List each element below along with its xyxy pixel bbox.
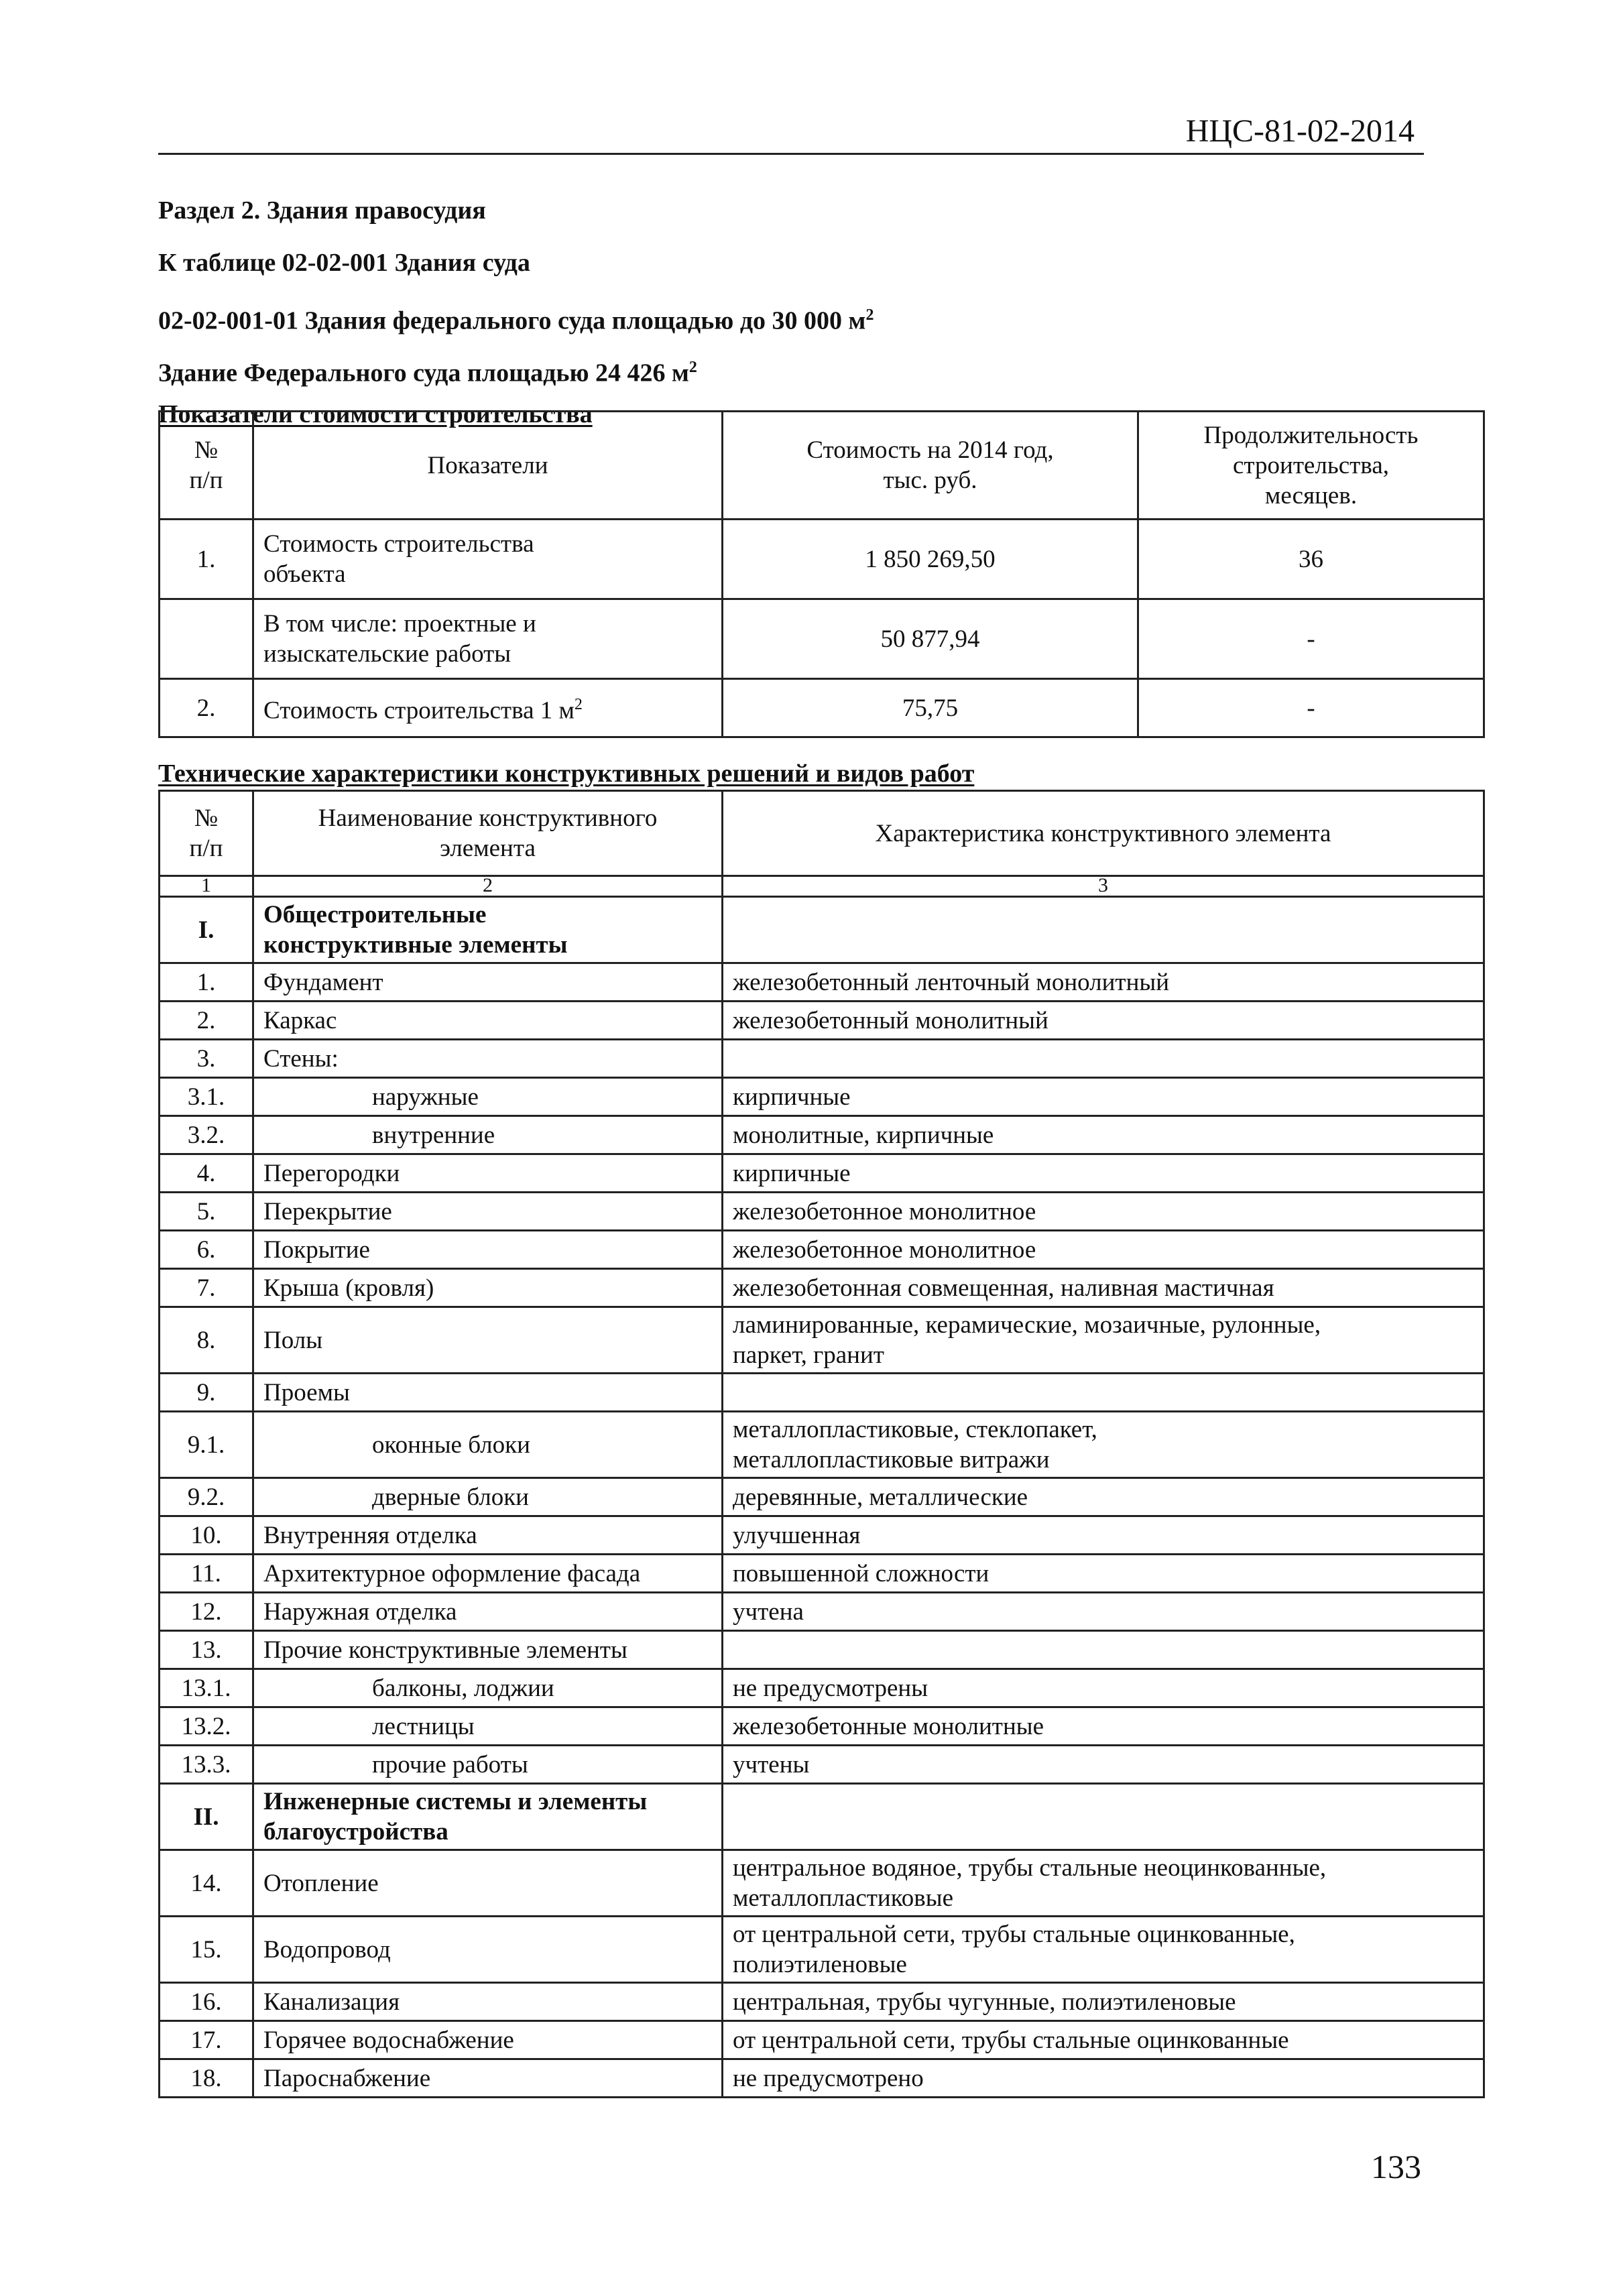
tech-header-row [160,791,1484,876]
item-title-heading [158,299,874,333]
building-text: Здание Федерального суда площадью 24 426 м [158,359,689,387]
row-characteristic: железобетонное монолитное [723,1193,1484,1231]
row-duration: 36 [1138,520,1484,599]
table-row [160,1374,1484,1412]
row-characteristic [723,1040,1484,1078]
row-element-name: Отопление [253,1850,723,1917]
row-element-name: Полы [253,1307,723,1374]
row-num: 13.3. [160,1746,253,1784]
row-num: 1. [160,963,253,1002]
header-rule [158,153,1424,155]
row-characteristic [723,1631,1484,1669]
row-num: 3.2. [160,1116,253,1154]
row-element-name: Каркас [253,1002,723,1040]
row-element-name: внутренние [253,1116,723,1154]
tech-characteristics-title: Технические характеристики конструктивных решений и видов работ [158,760,975,788]
row-element-name: Инженерные системы и элементы благоустройства [253,1784,723,1850]
row-duration: - [1138,679,1484,737]
row-num: 9.1. [160,1412,253,1478]
row-element-name: Общестроительные конструктивные элементы [253,897,723,963]
row-characteristic: от центральной сети, трубы стальные оцинкованные, полиэтиленовые [723,1917,1484,1983]
row-element-name: Перегородки [253,1154,723,1193]
row-characteristic: железобетонные монолитные [723,1707,1484,1746]
header-element-name: Наименование конструктивного элемента [253,791,723,876]
row-num [160,599,253,679]
table-reference-heading: К таблице 02-02-001 Здания суда [158,249,530,277]
costs-header-row [160,412,1484,520]
row-num: 2. [160,679,253,737]
table-row [160,2059,1484,2098]
tech-characteristics-table [158,790,1485,2098]
table-row [160,1269,1484,1307]
column-number: 2 [253,876,723,897]
row-element-name: наружные [253,1078,723,1116]
table-row [160,1040,1484,1078]
table-row [160,1412,1484,1478]
column-numbers-row [160,876,1484,897]
row-characteristic: учтены [723,1746,1484,1784]
row-element-name: прочие работы [253,1746,723,1784]
row-num: 3.1. [160,1078,253,1116]
row-num: 13.1. [160,1669,253,1707]
row-characteristic: учтена [723,1593,1484,1631]
row-num: 13. [160,1631,253,1669]
table-row [160,2021,1484,2059]
item-title-text: 02-02-001-01 Здания федерального суда площадью до 30 000 м [158,306,866,335]
row-num: 9. [160,1374,253,1412]
row-characteristic: металлопластиковые, стеклопакет, металлопластиковые витражи [723,1412,1484,1478]
row-num: 10. [160,1516,253,1555]
table-row [160,1154,1484,1193]
row-cost: 50 877,94 [723,599,1138,679]
row-element-name: Водопровод [253,1917,723,1983]
row-num: 8. [160,1307,253,1374]
row-characteristic: железобетонная совмещенная, наливная мастичная [723,1269,1484,1307]
row-num: 2. [160,1002,253,1040]
costs-title: Показатели стоимости строительства [158,400,593,428]
row-element-name: Пароснабжение [253,2059,723,2098]
row-element-name: Горячее водоснабжение [253,2021,723,2059]
building-heading [158,351,874,385]
row-characteristic: деревянные, металлические [723,1478,1484,1516]
row-characteristic: от центральной сети, трубы стальные оцинкованные [723,2021,1484,2059]
document-code: НЦС-81-02-2014 [1185,113,1415,149]
row-element-name: Стены: [253,1040,723,1078]
row-characteristic: железобетонный монолитный [723,1002,1484,1040]
row-characteristic: центральное водяное, трубы стальные неоцинкованные, металлопластиковые [723,1850,1484,1917]
row-num: 9.2. [160,1478,253,1516]
row-num: 4. [160,1154,253,1193]
table-row [160,1078,1484,1116]
table-row [160,1669,1484,1707]
row-num: II. [160,1784,253,1850]
row-num: 14. [160,1850,253,1917]
header-duration: Продолжительность строительства, месяцев. [1138,412,1484,520]
row-element-name: Проемы [253,1374,723,1412]
table-row [160,1193,1484,1231]
row-num: 12. [160,1593,253,1631]
table-row [160,1002,1484,1040]
row-characteristic: не предусмотрено [723,2059,1484,2098]
cost-indicators-table [158,410,1485,738]
row-characteristic [723,1374,1484,1412]
header-num: № п/п [160,791,253,876]
row-element-name: Архитектурное оформление фасада [253,1555,723,1593]
row-characteristic [723,1784,1484,1850]
row-characteristic: железобетонное монолитное [723,1231,1484,1269]
table-row [160,1917,1484,1983]
row-cost: 75,75 [723,679,1138,737]
table-row [160,599,1484,679]
table-row [160,1516,1484,1555]
row-indicator [253,520,723,599]
row-element-name: дверные блоки [253,1478,723,1516]
row-element-name: Канализация [253,1983,723,2021]
row-num: 17. [160,2021,253,2059]
row-indicator [253,599,723,679]
row-element-name: Фундамент [253,963,723,1002]
table-row [160,1746,1484,1784]
row-num: 7. [160,1269,253,1307]
table-row [160,520,1484,599]
column-number: 1 [160,876,253,897]
table-row [160,679,1484,737]
row-num: 13.2. [160,1707,253,1746]
page-number: 133 [1371,2148,1421,2185]
section-row [160,897,1484,963]
table-row [160,1593,1484,1631]
row-characteristic: железобетонный ленточный монолитный [723,963,1484,1002]
row-cost: 1 850 269,50 [723,520,1138,599]
row-characteristic: центральная, трубы чугунные, полиэтиленовые [723,1983,1484,2021]
row-indicator-text: Стоимость строительства 1 м [263,697,575,725]
row-element-name: Наружная отделка [253,1593,723,1631]
table-row [160,1983,1484,2021]
row-characteristic: кирпичные [723,1154,1484,1193]
header-characteristic: Характеристика конструктивного элемента [723,791,1484,876]
section-heading: Раздел 2. Здания правосудия [158,196,486,225]
row-characteristic: повышенной сложности [723,1555,1484,1593]
row-element-name: Покрытие [253,1231,723,1269]
header-indicators: Показатели [253,412,723,520]
row-num: 11. [160,1555,253,1593]
table-row [160,1707,1484,1746]
row-characteristic: монолитные, кирпичные [723,1116,1484,1154]
building-superscript: 2 [688,359,697,376]
table-row [160,1116,1484,1154]
table-row [160,1555,1484,1593]
row-indicator-superscript: 2 [574,696,583,714]
row-element-name: Перекрытие [253,1193,723,1231]
row-num: 18. [160,2059,253,2098]
item-title-superscript: 2 [865,306,874,324]
row-characteristic [723,897,1484,963]
table-row [160,1307,1484,1374]
row-element-name: Прочие конструктивные элементы [253,1631,723,1669]
header-cost: Стоимость на 2014 год, тыс. руб. [723,412,1138,520]
row-characteristic: ламинированные, керамические, мозаичные, рулонные, паркет, гранит [723,1307,1484,1374]
row-num: 3. [160,1040,253,1078]
row-element-name: балконы, лоджии [253,1669,723,1707]
row-characteristic: улучшенная [723,1516,1484,1555]
row-num: I. [160,897,253,963]
row-characteristic: кирпичные [723,1078,1484,1116]
row-num: 15. [160,1917,253,1983]
row-indicator-text: В том числе: проектные и изыскательские работы [263,610,536,668]
row-indicator-text: Стоимость строительства объекта [263,530,534,588]
row-element-name: оконные блоки [253,1412,723,1478]
row-num: 16. [160,1983,253,2021]
header-num: № п/п [160,412,253,520]
section-row [160,1784,1484,1850]
table-row [160,1478,1484,1516]
row-num: 5. [160,1193,253,1231]
row-duration: - [1138,599,1484,679]
row-element-name: лестницы [253,1707,723,1746]
row-indicator [253,679,723,737]
row-num: 6. [160,1231,253,1269]
table-row [160,1231,1484,1269]
row-element-name: Крыша (кровля) [253,1269,723,1307]
column-number: 3 [723,876,1484,897]
row-num: 1. [160,520,253,599]
row-characteristic: не предусмотрены [723,1669,1484,1707]
table-row [160,1850,1484,1917]
table-row [160,1631,1484,1669]
table-row [160,963,1484,1002]
headings-block [158,194,874,430]
row-element-name: Внутренняя отделка [253,1516,723,1555]
